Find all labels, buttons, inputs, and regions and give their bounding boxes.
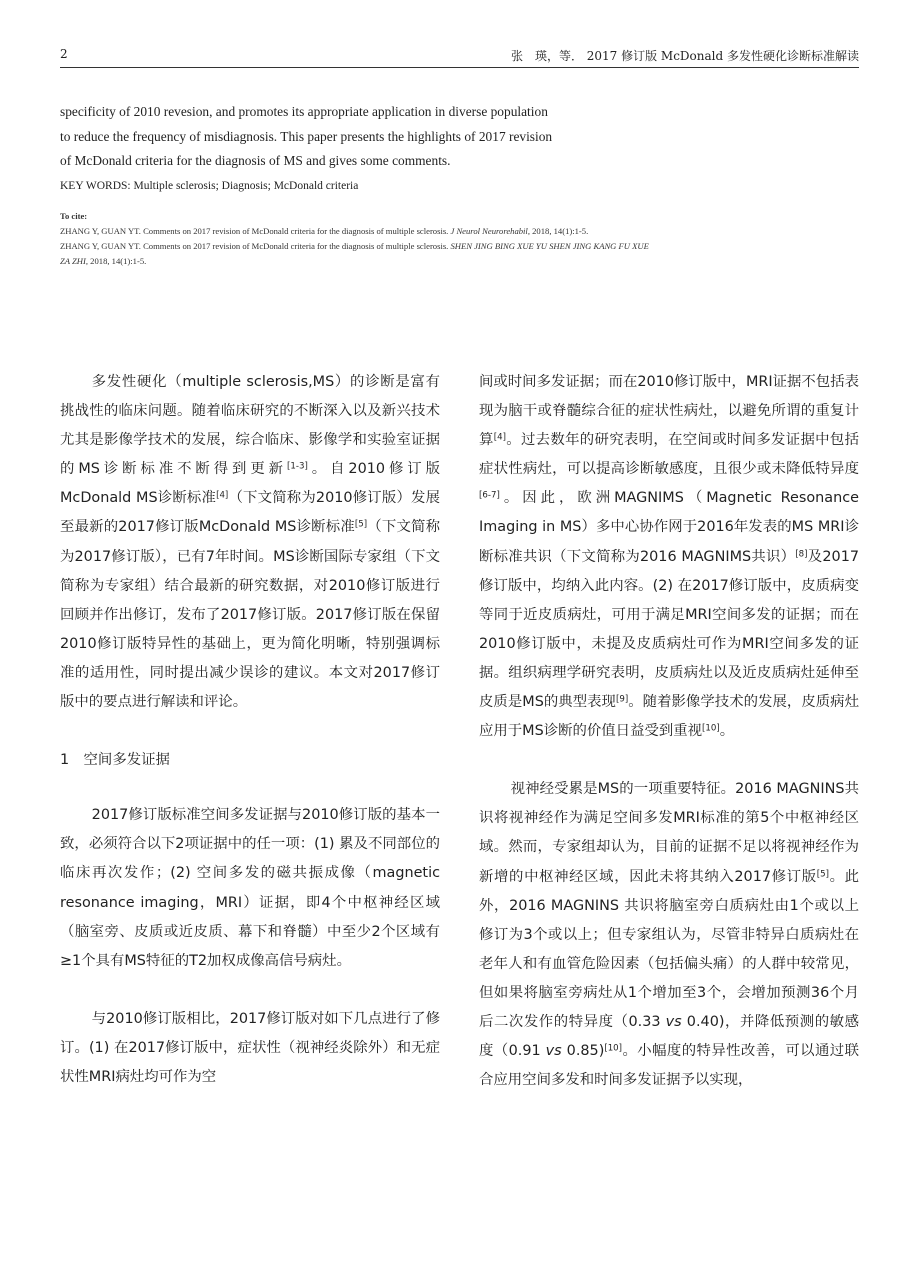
- reference-mark: [10]: [604, 1043, 623, 1054]
- page-number: 2: [60, 47, 68, 61]
- english-abstract-tail: [60, 100, 660, 174]
- reference-mark: [1-3]: [287, 461, 308, 472]
- abstract-line: specificity of 2010 revesion, and promotes its appropriate application in diverse population: [60, 104, 548, 119]
- citation-entry-1: ZHANG Y, GUAN YT. Comments on 2017 revision of McDonald criteria for the diagnosis of multiple sclerosis. J Neurol Neurorehabil, 2018, 14(1):1-5.: [60, 226, 589, 236]
- reference-mark: [5]: [816, 868, 829, 879]
- body-paragraph: 2017修订版标准空间多发证据与2010修订版的基本一致，必须符合以下2项证据中的任一项：(1) 累及不同部位的临床再次发作；(2) 空间多发的磁共振成像（magnetic resonance imaging，MRI）证据，即4个中枢神经区域（脑室旁、皮质或近皮质、幕下和脊髓）中至少2个区域有≥1个具有MS特征的T2加权成像高信号病灶。: [60, 807, 440, 969]
- section-heading: 1 空间多发证据: [60, 752, 170, 769]
- keywords: KEY WORDS: Multiple sclerosis; Diagnosis; McDonald criteria: [60, 180, 359, 192]
- intro-paragraph: 多发性硬化（multiple sclerosis,MS）的诊断是富有挑战性的临床问题。随着临床研究的不断深入以及新兴技术尤其是影像学技术的发展，综合临床、影像学和实验室证据的MS诊断标准不断得到更新[1-3]。自2010修订版McDonald MS诊断标准[4]（下文简称为2010修订版）发展至最新的2017修订版McDonald MS诊断标准[5]（下文简称为2017修订版），已有7年时间。MS诊断国际专家组（下文简称为专家组）结合最新的研究数据，对2010修订版进行回顾并作出修订，发布了2017修订版。2017修订版在保留2010修订版特异性的基础上，更为简化明晰，特别强调标准的适用性，同时提出减少误诊的建议。本文对2017修订版中的要点进行解读和评论。: [60, 374, 440, 711]
- body-paragraph: 间或时间多发证据；而在2010修订版中，MRI证据不包括表现为脑干或脊髓综合征的症状性病灶，以避免所谓的重复计算[4]。过去数年的研究表明，在空间或时间多发证据中包括症状性病灶，可以提高诊断敏感度，且很少或未降低特异度[6-7]。因此，欧洲MAGNIMS（Magnetic Resonance Imaging in MS）多中心协作网于2016年发表的MS MRI诊断标准共识（下文简称为2016 MAGNIMS共识）[8]及2017修订版中，均纳入此内容。(2) 在2017修订版中，皮质病变等同于近皮质病灶，可用于满足MRI空间多发的证据；而在2010修订版中，未提及皮质病灶可作为MRI空间多发的证据。组织病理学研究表明，皮质病灶以及近皮质病灶延伸至皮质是MS的典型表现[9]。随着影像学技术的发展，皮质病灶应用于MS诊断的价值日益受到重视[10]。: [479, 374, 860, 740]
- reference-mark: [8]: [795, 548, 808, 559]
- abstract-line: of McDonald criteria for the diagnosis of MS and gives some comments.: [60, 153, 451, 168]
- body-paragraph: 与2010修订版相比，2017修订版对如下几点进行了修订。(1) 在2017修订版中，症状性（视神经炎除外）和无症状性MRI病灶均可作为空: [60, 1010, 440, 1085]
- abstract-line: to reduce the frequency of misdiagnosis. This paper presents the highlights of 2017 revision: [60, 128, 553, 144]
- reference-mark: [9]: [615, 694, 629, 705]
- reference-mark: [4]: [216, 490, 229, 501]
- reference-mark: [4]: [493, 432, 506, 443]
- reference-mark: [10]: [702, 723, 720, 734]
- body-paragraph: 视神经受累是MS的一项重要特征。2016 MAGNINS共识将视神经作为满足空间多发MRI标准的第5个中枢神经区域。然而，专家组却认为，目前的证据不足以将视神经作为新增的中枢神经区域，因此未将其纳入2017修订版[5]。此外，2016 MAGNINS 共识将脑室旁白质病灶由1个或以上修订为3个或以上；但专家组认为，尽管非特异白质病灶在老年人和有血管危险因素（包括偏头痛）的人群中较常见，但如果将脑室旁病灶从1个增加至3个，会增加预测36个月后二次发作的特异度（0.33 vs 0.40)，并降低预测的敏感度（0.91 vs 0.85)[10]。小幅度的特异性改善，可以通过联合应用空间多发和时间多发证据予以实现，: [479, 781, 859, 1089]
- running-title: 张 瑛，等． 2017 修订版 McDonald 多发性硬化诊断标准解读: [510, 49, 859, 63]
- running-header: [60, 47, 859, 67]
- reference-mark: [5]: [354, 519, 368, 530]
- citation-heading: To cite:: [60, 211, 88, 221]
- left-column: [60, 368, 440, 1092]
- citation-block: [60, 209, 660, 269]
- citation-entry-2: ZHANG Y, GUAN YT. Comments on 2017 revision of McDonald criteria for the diagnosis of multiple sclerosis. SHEN JING BING XUE YU SHEN JING KANG FU XUE ZA ZHI, 2018, 14(1):1-5.: [60, 241, 649, 266]
- header-rule: [60, 67, 859, 68]
- reference-mark: [6-7]: [479, 490, 500, 501]
- right-column: [479, 368, 859, 1095]
